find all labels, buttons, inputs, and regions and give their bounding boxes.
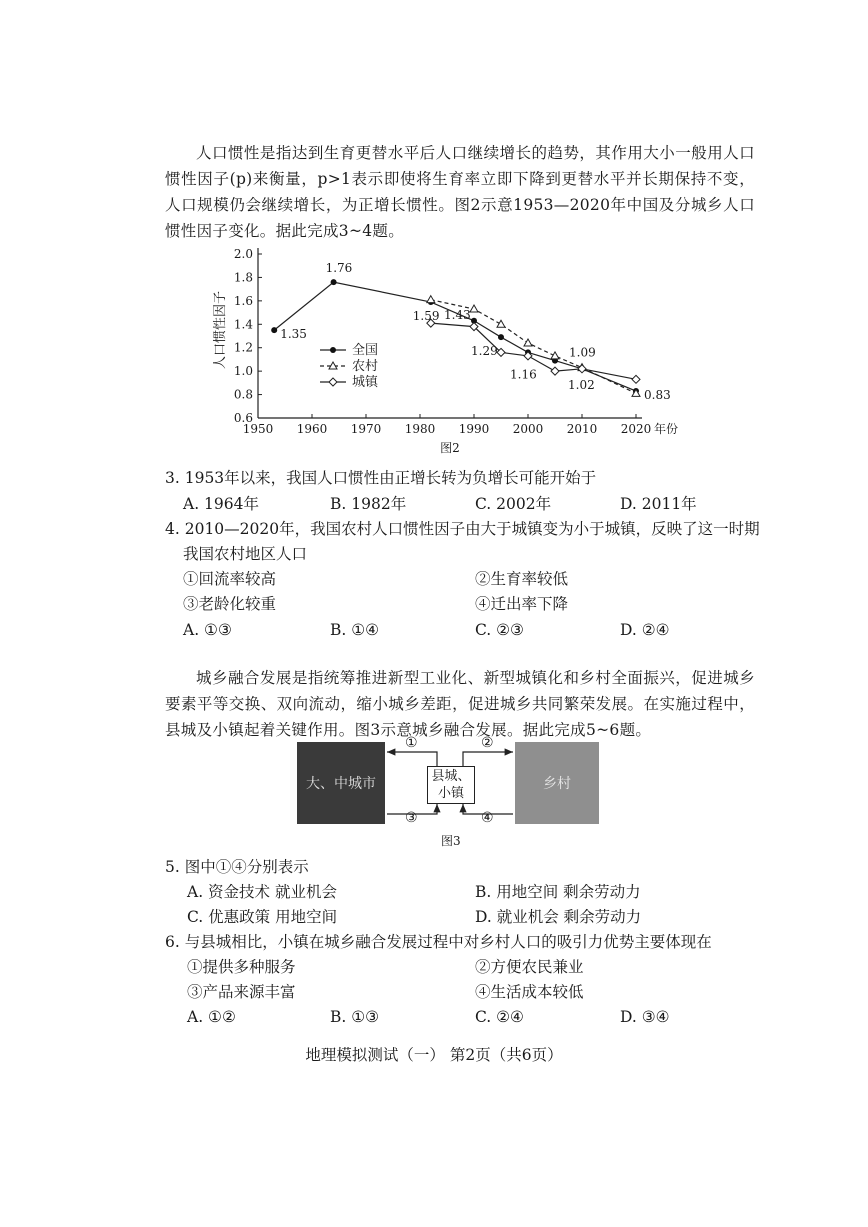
data-label: 1.43 [444, 307, 471, 322]
y-tick-label: 0.6 [233, 411, 253, 425]
data-label: 1.35 [280, 327, 307, 342]
arrow-label-3: ③ [405, 810, 418, 826]
point-rural [524, 339, 532, 346]
data-label: 1.09 [569, 345, 596, 360]
figure-3-caption: 图3 [441, 834, 461, 848]
y-tick-label: 0.8 [233, 387, 253, 402]
point-national [498, 334, 504, 340]
point-urban [632, 375, 640, 383]
arrow-label-4: ④ [481, 810, 494, 826]
q3-stem: 3. 1953年以来，我国人口惯性由正增长转为负增长可能开始于 [165, 469, 597, 487]
x-tick-label: 1980 [404, 422, 436, 436]
q3-option-d[interactable]: D. 2011年 [620, 495, 697, 513]
point-rural [497, 320, 505, 327]
x-tick-label: 1950 [242, 422, 274, 436]
county-town-box [427, 766, 475, 804]
data-label: 1.29 [471, 344, 498, 359]
q4-option-d[interactable]: D. ②④ [620, 621, 670, 639]
x-tick-label: 1970 [350, 422, 382, 436]
y-axis-label: 人口惯性因子 [213, 290, 228, 370]
q3-option-b[interactable]: B. 1982年 [330, 495, 407, 513]
q6-stem: 6. 与县城相比，小镇在城乡融合发展过程中对乡村人口的吸引力优势主要体现在 [165, 933, 712, 951]
q3-option-c[interactable]: C. 2002年 [475, 495, 552, 513]
q5-option-c[interactable]: C. 优惠政策 用地空间 [187, 908, 338, 926]
chart-axes [212, 247, 678, 455]
q4-stem-line2: 我国农村地区人口 [183, 545, 308, 563]
intro-paragraph-5-6: 城乡融合发展是指统筹推进新型工业化、新型城镇化和乡村全面振兴，促进城乡要素平等交换、双向流动，缩小城乡差距，促进城乡共同繁荣发展。在实施过程中，县城及小镇起着关键作用。图3示意城乡融合发展。据此完成5~6题。 [165, 669, 755, 739]
y-tick-label: 1.8 [233, 270, 253, 285]
data-label: 1.16 [510, 367, 537, 382]
x-tick-label: 1990 [458, 422, 490, 436]
point-national [331, 279, 337, 285]
q6-item-2: ②方便农民兼业 [475, 958, 584, 976]
q4-option-b[interactable]: B. ①④ [330, 621, 380, 639]
q4-item-3: ③老龄化较重 [183, 595, 277, 613]
q6-item-3: ③产品来源丰富 [187, 983, 296, 1001]
x-axis-label: 年份 [653, 422, 679, 436]
arrow-1 [387, 752, 437, 766]
town-label-2: 小镇 [437, 786, 464, 801]
legend-marker [330, 347, 336, 353]
x-tick-label: 2020 [620, 422, 652, 436]
y-tick-label: 1.2 [233, 340, 253, 355]
y-tick-label: 1.0 [233, 364, 253, 379]
q5-option-a[interactable]: A. 资金技术 就业机会 [187, 883, 337, 901]
town-label-1: 县城、 [431, 769, 471, 784]
q4-option-a[interactable]: A. ①③ [183, 621, 232, 639]
data-label: 1.76 [325, 261, 353, 276]
arrow-label-1: ① [405, 735, 418, 751]
data-label: 1.02 [568, 377, 595, 392]
arrow-label-2: ② [481, 735, 494, 751]
chart-title: 图2 [440, 441, 460, 455]
q5-option-d[interactable]: D. 就业机会 剩余劳动力 [475, 908, 642, 926]
point-national [271, 327, 277, 333]
q3-option-a[interactable]: A. 1964年 [183, 495, 259, 513]
arrow-2 [463, 752, 513, 766]
q4-item-2: ②生育率较低 [475, 570, 569, 588]
big-city-box: 大、中城市 [297, 742, 385, 824]
q4-item-1: ①回流率较高 [183, 570, 277, 588]
x-tick-label: 1960 [296, 422, 328, 436]
q6-option-a[interactable]: A. ①② [187, 1008, 236, 1026]
intro-paragraph-3-4: 人口惯性是指达到生育更替水平后人口继续增长的趋势，其作用大小一般用人口惯性因子(p)来衡量，p>1表示即使将生育率立即下降到更替水平并长期保持不变，人口规模仍会继续增长，为正增长惯性。图2示意1953—2020年中国及分城乡人口惯性因子变化。据此完成3~4题。 [165, 144, 755, 240]
legend-marker [329, 378, 337, 386]
q5-option-b[interactable]: B. 用地空间 剩余劳动力 [475, 883, 641, 901]
y-tick-label: 2.0 [233, 247, 253, 261]
q6-item-1: ①提供多种服务 [187, 958, 296, 976]
population-inertia-chart [210, 240, 690, 455]
q5-stem: 5. 图中①④分别表示 [165, 858, 309, 876]
q6-item-4: ④生活成本较低 [475, 983, 584, 1001]
legend-label: 全国 [352, 343, 379, 358]
data-label: 1.59 [412, 309, 440, 324]
q6-option-c[interactable]: C. ②④ [475, 1008, 524, 1026]
rural-box: 乡村 [515, 742, 599, 824]
q6-option-d[interactable]: D. ③④ [620, 1008, 670, 1026]
chart-legend [320, 343, 379, 390]
legend-label: 城镇 [352, 375, 379, 390]
legend-label: 农村 [352, 359, 379, 374]
q6-option-b[interactable]: B. ①③ [330, 1008, 380, 1026]
page-footer: 地理模拟测试（一） 第2页（共6页） [305, 1046, 563, 1064]
point-rural [470, 305, 478, 312]
x-tick-label: 2010 [566, 422, 598, 436]
data-label: 0.83 [644, 388, 671, 403]
urban-rural-diagram [297, 735, 602, 826]
y-tick-label: 1.4 [233, 317, 253, 332]
q4-stem-line1: 4. 2010—2020年，我国农村人口惯性因子由大于城镇变为小于城镇，反映了这一时期 [165, 520, 760, 538]
point-urban [551, 367, 559, 375]
q4-option-c[interactable]: C. ②③ [475, 621, 524, 639]
y-tick-label: 1.6 [233, 293, 253, 308]
point-rural [551, 352, 559, 359]
q4-item-4: ④迁出率下降 [475, 595, 569, 613]
x-tick-label: 2000 [512, 422, 544, 436]
series-line-0 [274, 282, 636, 391]
point-rural [427, 296, 435, 303]
